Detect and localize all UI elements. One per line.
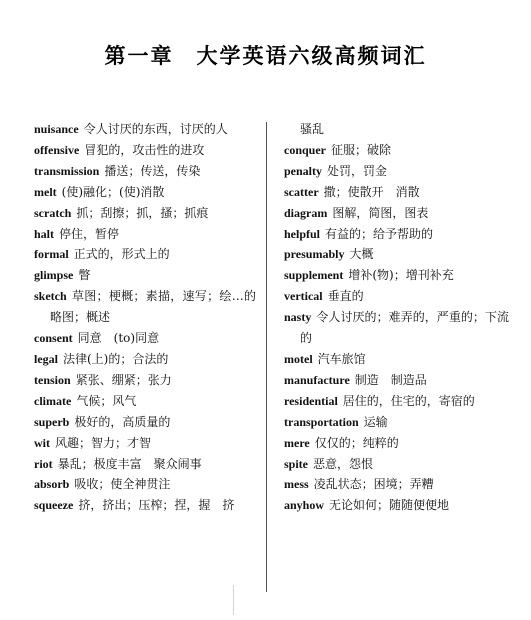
entry-word: superb [34,414,70,429]
vocab-entry [284,474,509,495]
vocab-entry [284,244,509,265]
entry-word: anyhow [284,498,325,513]
entry-word: legal [34,351,58,366]
entry-definition: 风趣；智力；才智 [55,435,152,450]
entry-definition: 播送；传送，传染 [104,163,201,178]
vocab-entry [34,182,256,203]
entry-word: offensive [34,142,80,157]
vocab-entry [34,161,256,182]
entry-word: formal [34,247,69,262]
vocab-entry [34,433,256,454]
vocab-entry [284,161,509,182]
entry-definition: 撒；使散开 消散 [323,184,420,199]
entry-word: diagram [284,205,328,220]
vocab-entry [34,370,256,391]
vocab-entry [284,224,509,245]
entry-definition: (使)融化；(使)消散 [61,184,165,199]
vocab-entry [284,307,509,349]
entry-word: helpful [284,226,321,241]
entry-definition: 垂直的 [327,289,364,304]
vocab-entry [34,224,256,245]
entry-definition: 草图；梗概；素描，速写；绘…的略图；概述 [50,289,256,325]
entry-definition: 冒犯的，攻击性的进攻 [84,142,205,157]
column-divider [266,122,267,592]
page-title: 第一章 大学英语六级高频词汇 [104,44,427,68]
entry-definition: 正式的，形式上的 [73,247,170,262]
entry-definition: 恶意，怨恨 [313,456,374,471]
entry-word: nuisance [34,122,79,136]
entry-word: riot [34,456,53,471]
entry-definition: 停住，暂停 [59,226,120,241]
entry-word: consent [34,331,73,346]
entry-definition: 有益的；给予帮助的 [325,226,434,241]
vocab-entry [284,412,509,433]
entry-word: spite [284,456,308,471]
entry-word: transmission [34,163,100,178]
entry-definition: 增补(物)；增刊补充 [348,268,454,283]
vocab-entry [34,286,256,328]
vocab-entry [34,474,256,495]
entry-word: scatter [284,184,319,199]
vocab-entry [284,433,509,454]
vocab-entry [284,140,509,161]
entry-word: transportation [284,414,359,429]
vocab-entry [284,349,509,370]
entry-definition: 吸收；使全神贯注 [74,477,171,492]
vocab-entry [34,495,256,516]
entry-word: motel [284,351,313,366]
entry-definition: 征服；破除 [331,142,392,157]
entry-word: glimpse [34,268,74,283]
left-column [34,119,256,516]
entry-word: penalty [284,163,323,178]
entry-definition: 瞥 [78,268,91,283]
entry-word: absorb [34,477,70,492]
entry-word: supplement [284,268,344,283]
entry-definition: 法律(上)的；合法的 [63,351,169,366]
vocab-entry [34,203,256,224]
bleed-through-line [233,585,234,615]
vocab-entry [284,370,509,391]
entry-definition: 大概 [349,247,374,262]
vocab-entry [284,286,509,307]
entry-definition: 运输 [363,414,388,429]
entry-definition: 制造 制造品 [354,372,427,387]
entry-word: vertical [284,289,323,304]
vocab-entry [34,119,256,140]
entry-word: scratch [34,205,72,220]
right-column [284,119,509,516]
entry-definition: 令人讨厌的东西，讨厌的人 [83,122,228,136]
entry-word: conquer [284,142,326,157]
vocab-entry [284,391,509,412]
entry-definition: 无论如何；随随便便地 [329,498,450,513]
entry-definition: 同意 (to)同意 [77,331,160,346]
vocab-entry [34,412,256,433]
entry-definition: 凌乱状态；困境；弄糟 [313,477,434,492]
entry-definition: 骚乱 [300,122,325,136]
vocab-entry [284,182,509,203]
entry-word: sketch [34,289,67,304]
entry-definition: 仅仅的；纯粹的 [314,435,399,450]
entry-word: mess [284,477,309,492]
entry-word: manufacture [284,372,350,387]
continued-definition [284,119,509,140]
entry-definition: 图解，简图，图表 [332,205,429,220]
entry-definition: 抓；刮擦；抓，搔；抓痕 [76,205,209,220]
entry-word: residential [284,393,338,408]
entry-word: climate [34,393,72,408]
vocab-entry [34,140,256,161]
entry-word: squeeze [34,498,74,513]
vocab-entry [284,495,509,516]
entry-word: melt [34,184,57,199]
entry-definition: 极好的，高质量的 [74,414,171,429]
entry-definition: 处罚，罚金 [327,163,388,178]
entry-definition: 暴乱；极度丰富 聚众闹事 [57,456,202,471]
entry-definition: 居住的，住宅的，寄宿的 [342,393,475,408]
entry-word: wit [34,435,50,450]
vocab-entry [34,244,256,265]
vocab-entry [34,265,256,286]
entry-word: mere [284,435,310,450]
entry-word: nasty [284,310,312,325]
vocab-entry [34,328,256,349]
entry-definition: 令人讨厌的；难弄的，严重的；下流的 [300,310,509,346]
vocab-entry [34,454,256,475]
entry-definition: 气候；风气 [76,393,137,408]
entry-word: presumably [284,247,345,262]
entry-definition: 汽车旅馆 [317,351,366,366]
entry-word: tension [34,372,71,387]
entry-definition: 紧张、绷紧；张力 [75,372,172,387]
entry-definition: 挤，挤出；压榨；捏，握 挤 [78,498,235,513]
vocab-entry [284,203,509,224]
entry-word: halt [34,226,55,241]
vocab-entry [284,265,509,286]
vocab-entry [284,454,509,475]
vocab-entry [34,349,256,370]
vocab-entry [34,391,256,412]
